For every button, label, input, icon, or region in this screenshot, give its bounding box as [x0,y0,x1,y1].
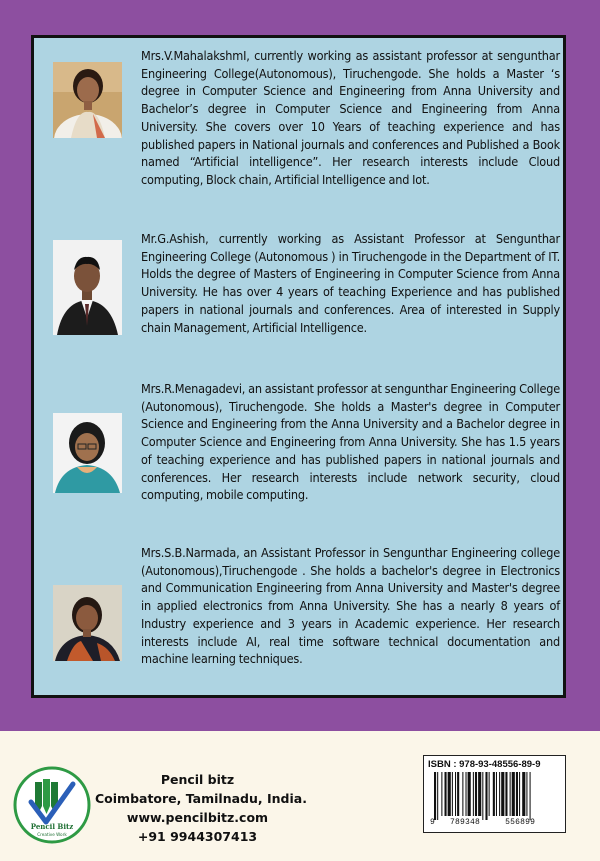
author-photo-ashish [53,240,122,335]
logo-tagline: Creative Work [37,832,67,837]
author-bio-text: Mr.G.Ashish, currently working as Assistant Professor at Sengunthar Engineering College (Autonomous ) in Tiruchengode in the Department of IT. Holds the degree of Masters of Engineering in Computer Science from Anna University. He has over 4 years of teaching Experience and has published papers in national journals and conferences. Area of interested in Supply chain Management, Artificial Intelligence. [141,231,560,335]
barcode-digits-right: 556899 [505,818,536,827]
barcode-digits [430,818,562,827]
publisher-website: www.pencilbitz.com [126,810,269,825]
publisher-name: Pencil bitz [160,772,235,787]
author-bio-text: Mrs.S.B.Narmada, an Assistant Professor in Sengunthar Engineering college (Autonomous),Tiruchengode . She holds a bachelor's degree in Electronics and Communication Engineering from Anna University and Master's degree in applied electronics from Anna University. She has a nearly 8 years of Industry experience and 3 years in Academic experience. Her research interests include AI, real time software technical documentation and machine learning techniques. [141,545,560,667]
barcode-digit-lead: 9 [430,818,436,827]
isbn-label: ISBN : 978-93-48556-89-9 [428,759,541,770]
publisher-phone: +91 9944307413 [137,829,258,844]
author-bio-text: Mrs.V.MahalakshmI, currently working as assistant professor at sengunthar Engineering College(Autonomous), Tiruchengode. She holds a Master ‘s degree in Computer Science and Engineering from Anna University and Bachelor’s degree in Computer Science and Engineering from Anna University. She covers over 10 Years of teaching experience and has published papers in National journals and conferences and Published a Book named “Artificial intelligence”. Her research interests include Cloud computing, Block chain, Artificial Intelligence and Iot. [141,48,560,187]
barcode-digits-left: 789348 [450,818,481,827]
publisher-logo [13,766,91,844]
author-photo-mahalakshmi [53,62,122,138]
author-bios-panel [31,35,566,698]
barcode-icon [430,772,560,820]
author-photo-menagadevi [53,413,122,493]
isbn-barcode-box [423,755,566,833]
logo-text: Pencil Bitz [30,822,74,831]
publisher-info [95,770,307,846]
author-bio-text: Mrs.R.Menagadevi, an assistant professor at sengunthar Engineering College (Autonomous), Tiruchengode. She holds a Master's degree in Computer Science and Engineering from the Anna University and a Bachelor degree in Computer Science and Engineering from Anna University. She has 1.5 years of teaching experience and has published papers in national journals and conferences. Her research interests include network security, cloud computing, mobile computing. [141,381,560,503]
publisher-address: Coimbatore, Tamilnadu, India. [95,791,307,806]
author-photo-narmada [53,585,122,661]
